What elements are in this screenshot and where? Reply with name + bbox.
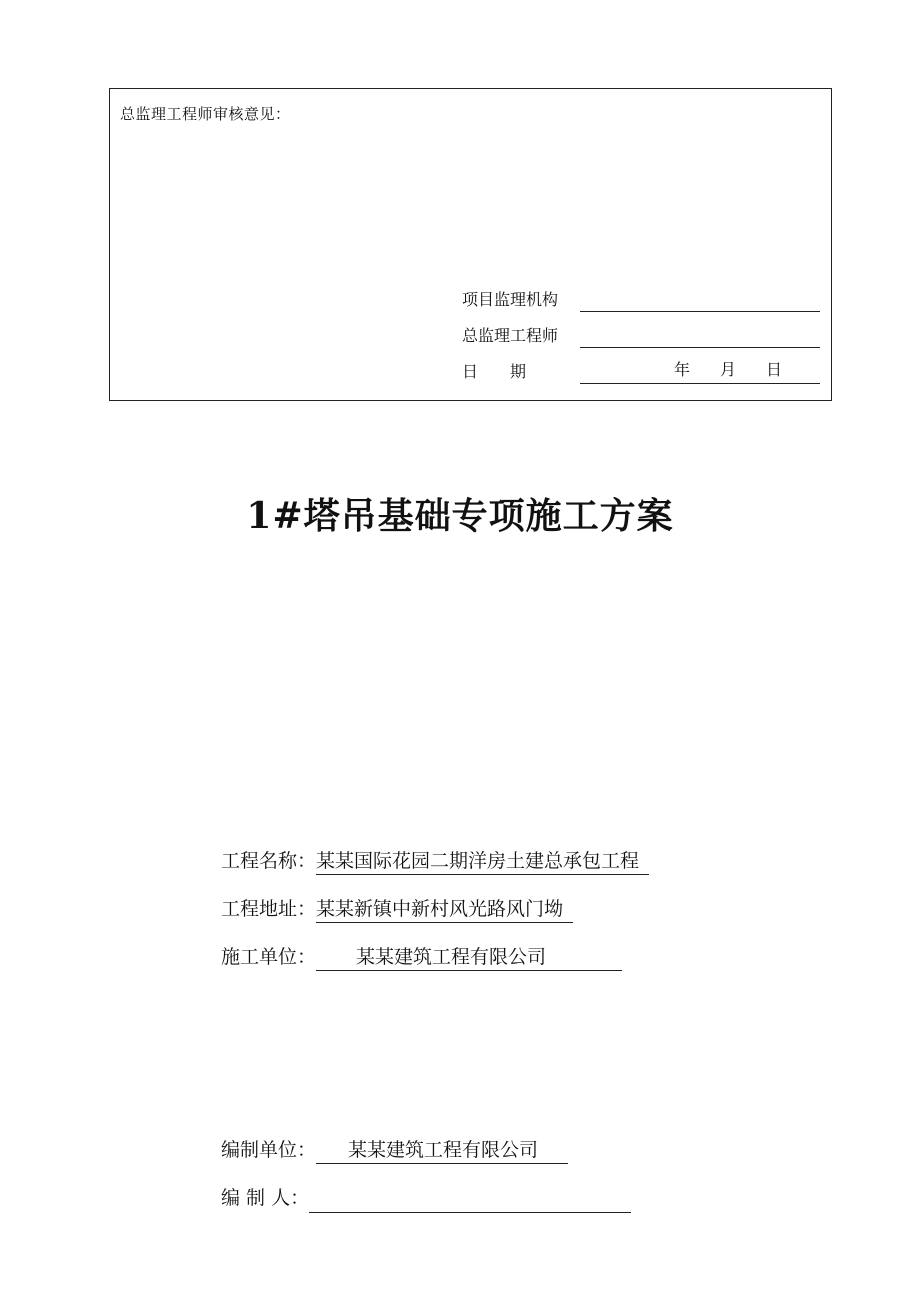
construction-unit-label: 施工单位： [221, 946, 317, 968]
supervisor-review-box [109, 88, 832, 401]
review-date-row [462, 360, 820, 384]
supervision-org-blank[interactable] [580, 289, 820, 312]
chief-engineer-blank[interactable] [580, 325, 820, 348]
chief-engineer-row [462, 324, 820, 348]
supervision-org-row [462, 288, 820, 312]
project-name-row [221, 846, 649, 876]
compiler-row [221, 1183, 631, 1213]
project-name-label: 工程名称： [221, 850, 317, 872]
review-date-blank[interactable] [580, 361, 820, 384]
compile-unit-row [221, 1135, 568, 1165]
construction-unit-value: 某某建筑工程有限公司 [316, 944, 622, 971]
project-address-row [221, 894, 573, 924]
chief-engineer-label: 总监理工程师 [462, 326, 559, 345]
review-date-label: 日 期 [462, 362, 527, 381]
review-heading: 总监理工程师审核意见： [120, 105, 291, 123]
compile-unit-label: 编制单位： [221, 1139, 317, 1161]
construction-unit-row [221, 942, 622, 972]
project-address-label: 工程地址： [221, 898, 317, 920]
month-label: 月 [720, 360, 737, 379]
day-label: 日 [766, 360, 783, 379]
compiler-label: 编 制 人： [221, 1187, 310, 1209]
document-title: 1#塔吊基础专项施工方案 [246, 495, 674, 537]
supervision-org-label: 项目监理机构 [462, 290, 559, 309]
compile-unit-value: 某某建筑工程有限公司 [316, 1137, 568, 1164]
year-label: 年 [674, 360, 691, 379]
project-name-value: 某某国际花园二期洋房土建总承包工程 [316, 848, 649, 875]
compiler-blank[interactable] [309, 1186, 631, 1213]
project-address-value: 某某新镇中新村风光路风门坳 [316, 896, 573, 923]
